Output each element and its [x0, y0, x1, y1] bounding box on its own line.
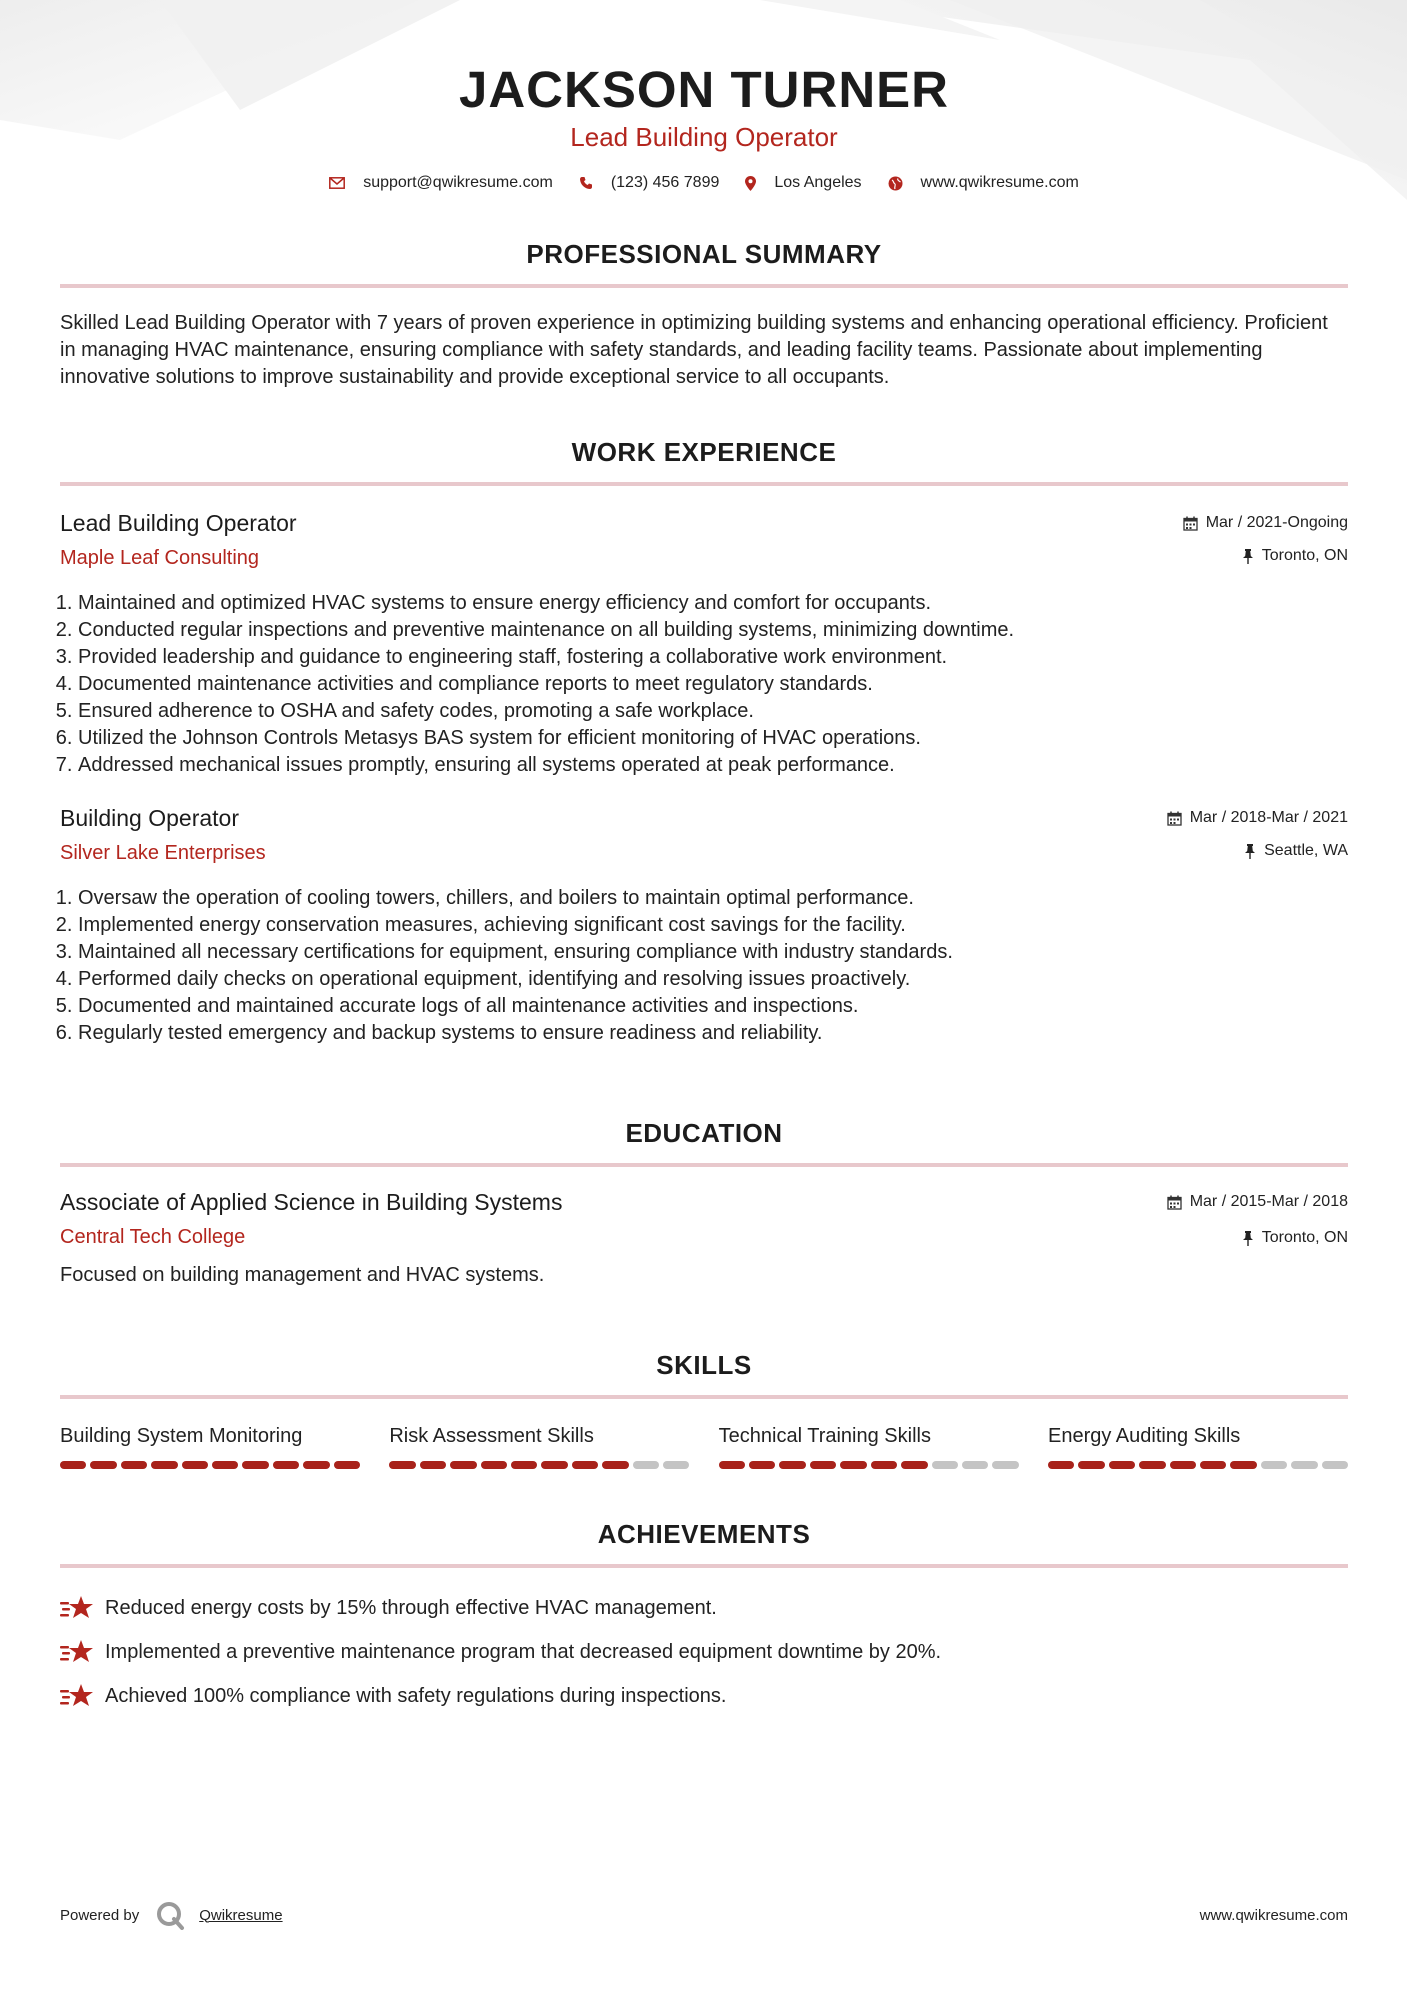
skill-level-segment	[810, 1461, 836, 1469]
skill-level-bar	[389, 1461, 689, 1469]
skill-item	[719, 1423, 1019, 1469]
shooting-star-icon	[60, 1681, 94, 1711]
contact-location-text: Los Angeles	[774, 174, 862, 191]
powered-by	[60, 1900, 283, 1930]
contact-email-text: support@qwikresume.com	[363, 174, 553, 191]
summary-text: Skilled Lead Building Operator with 7 years of proven experience in optimizing building systems and enhancing operational efficiency. Proficient in managing HVAC maintenance, ensuring compliance with safety standards, and leading facility teams. Passionate about implementing innovative solutions to improve sustainability and provide exceptional service to all occupants.	[60, 312, 1328, 388]
job-company: Silver Lake Enterprises	[60, 842, 266, 864]
skill-level-segment	[182, 1461, 208, 1469]
skills-heading: SKILLS	[656, 1350, 752, 1380]
list-item: 7. Addressed mechanical issues promptly, ensuring all systems operated at peak performance.	[78, 752, 1348, 779]
contact-location	[745, 174, 861, 192]
list-item: 4. Documented maintenance activities and compliance reports to meet regulatory standards.	[78, 671, 1348, 698]
pushpin-icon	[1242, 549, 1254, 564]
pushpin-icon	[1242, 1231, 1254, 1246]
skill-item	[60, 1423, 360, 1469]
achievement-text: Implemented a preventive maintenance program that decreased equipment downtime by 20%.	[105, 1640, 942, 1663]
job-location-text: Seattle, WA	[1264, 842, 1348, 859]
achievement-item	[60, 1586, 1348, 1630]
job-location-text: Toronto, ON	[1261, 547, 1348, 564]
skill-level-segment	[1200, 1461, 1226, 1469]
shooting-star-icon	[60, 1593, 94, 1623]
skill-level-segment	[749, 1461, 775, 1469]
skill-level-segment	[1291, 1461, 1317, 1469]
achievement-text: Achieved 100% compliance with safety regulations during inspections.	[105, 1684, 727, 1707]
skill-level-segment	[1322, 1461, 1348, 1469]
skill-name: Building System Monitoring	[60, 1425, 303, 1447]
calendar-icon	[1167, 811, 1182, 826]
skill-level-segment	[871, 1461, 897, 1469]
skill-level-segment	[1109, 1461, 1135, 1469]
contact-email[interactable]	[329, 174, 553, 192]
qwikresume-link[interactable]: Qwikresume	[199, 1906, 283, 1924]
skill-level-segment	[541, 1461, 567, 1469]
candidate-role: Lead Building Operator	[570, 122, 838, 152]
job-dates-text: Mar / 2018-Mar / 2021	[1189, 809, 1348, 826]
skill-level-segment	[334, 1461, 360, 1469]
education-location	[1167, 1227, 1348, 1249]
candidate-name: JACKSON TURNER	[458, 61, 950, 118]
skill-level-segment	[962, 1461, 988, 1469]
skill-level-segment	[151, 1461, 177, 1469]
list-item: 1. Maintained and optimized HVAC systems to ensure energy efficiency and comfort for occupants.	[78, 590, 1348, 617]
skill-name: Technical Training Skills	[718, 1425, 931, 1447]
education-section	[60, 1117, 1348, 1289]
list-item: 3. Maintained all necessary certifications for equipment, ensuring compliance with industry standards.	[78, 939, 1348, 966]
skill-level-segment	[1230, 1461, 1256, 1469]
job-title: Building Operator	[60, 805, 239, 831]
skill-level-segment	[602, 1461, 628, 1469]
skill-level-segment	[1139, 1461, 1165, 1469]
job-title: Lead Building Operator	[60, 510, 297, 536]
resume-page	[60, 0, 1348, 1707]
skill-level-bar	[1048, 1461, 1348, 1469]
skill-level-segment	[389, 1461, 415, 1469]
skill-level-segment	[572, 1461, 598, 1469]
skill-item	[389, 1423, 689, 1469]
footer-website[interactable]: www.qwikresume.com	[1199, 1906, 1348, 1924]
job-dates-text: Mar / 2021-Ongoing	[1205, 514, 1348, 531]
school-name: Central Tech College	[60, 1226, 246, 1248]
pushpin-icon	[1244, 844, 1256, 859]
contact-website[interactable]	[888, 174, 1079, 192]
summary-section	[60, 238, 1348, 391]
skill-level-segment	[121, 1461, 147, 1469]
job-meta	[1167, 807, 1348, 873]
skill-level-bar	[60, 1461, 360, 1469]
skill-level-segment	[633, 1461, 659, 1469]
list-item: 4. Performed daily checks on operational equipment, identifying and resolving issues proactively.	[78, 966, 1348, 993]
education-meta	[1167, 1191, 1348, 1260]
achievement-text: Reduced energy costs by 15% through effective HVAC management.	[105, 1596, 717, 1619]
skill-level-segment	[932, 1461, 958, 1469]
education-location-text: Toronto, ON	[1261, 1229, 1348, 1246]
calendar-icon	[1167, 1195, 1182, 1210]
job-dates	[1183, 512, 1348, 534]
contact-phone[interactable]	[579, 174, 720, 192]
skill-level-segment	[663, 1461, 689, 1469]
job-entry	[60, 508, 1348, 779]
section-divider	[60, 1395, 1348, 1399]
skill-level-segment	[719, 1461, 745, 1469]
contact-website-text: www.qwikresume.com	[920, 174, 1079, 191]
education-description: Focused on building management and HVAC systems.	[60, 1264, 545, 1286]
job-entry	[60, 803, 1348, 1047]
job-location	[1183, 545, 1348, 567]
skill-level-segment	[60, 1461, 86, 1469]
list-item: 2. Implemented energy conservation measures, achieving significant cost savings for the facility.	[78, 912, 1348, 939]
skill-level-segment	[212, 1461, 238, 1469]
education-entry	[60, 1187, 1348, 1289]
map-pin-icon	[745, 176, 756, 191]
skill-name: Risk Assessment Skills	[389, 1425, 594, 1447]
section-divider	[60, 1163, 1348, 1167]
list-item: 5. Documented and maintained accurate logs of all maintenance activities and inspections.	[78, 993, 1348, 1020]
skill-level-segment	[1078, 1461, 1104, 1469]
skill-level-segment	[992, 1461, 1018, 1469]
skill-level-segment	[1170, 1461, 1196, 1469]
skill-level-segment	[1261, 1461, 1287, 1469]
job-responsibilities	[60, 590, 1348, 779]
job-meta	[1183, 512, 1348, 578]
list-item: 5. Ensured adherence to OSHA and safety codes, promoting a safe workplace.	[78, 698, 1348, 725]
contact-bar	[60, 174, 1348, 192]
job-company: Maple Leaf Consulting	[60, 547, 260, 569]
achievements-section	[60, 1518, 1348, 1718]
education-dates	[1167, 1191, 1348, 1213]
skill-level-segment	[242, 1461, 268, 1469]
job-responsibilities	[60, 885, 1348, 1047]
skill-level-segment	[273, 1461, 299, 1469]
skills-list	[60, 1423, 1348, 1469]
shooting-star-icon	[60, 1637, 94, 1667]
skills-section	[60, 1349, 1348, 1469]
skill-level-segment	[779, 1461, 805, 1469]
skill-level-segment	[1048, 1461, 1074, 1469]
skill-level-segment	[450, 1461, 476, 1469]
skill-level-segment	[420, 1461, 446, 1469]
list-item: 2. Conducted regular inspections and preventive maintenance on all building systems, minimizing downtime.	[78, 617, 1348, 644]
calendar-icon	[1183, 516, 1198, 531]
list-item: 6. Regularly tested emergency and backup systems to ensure readiness and reliability.	[78, 1020, 1348, 1047]
resume-footer	[60, 1900, 1348, 1930]
education-heading: EDUCATION	[625, 1118, 783, 1148]
summary-heading: PROFESSIONAL SUMMARY	[526, 239, 882, 269]
skill-level-segment	[511, 1461, 537, 1469]
globe-icon	[888, 176, 903, 191]
education-dates-text: Mar / 2015-Mar / 2018	[1189, 1193, 1348, 1210]
job-location	[1167, 840, 1348, 862]
skill-item	[1048, 1423, 1348, 1469]
resume-header	[60, 0, 1348, 192]
experience-heading: WORK EXPERIENCE	[571, 437, 837, 467]
achievement-item	[60, 1630, 1348, 1674]
section-divider	[60, 482, 1348, 486]
skill-level-segment	[901, 1461, 927, 1469]
phone-icon	[579, 176, 593, 190]
achievements-heading: ACHIEVEMENTS	[597, 1519, 811, 1549]
envelope-icon	[329, 177, 345, 189]
achievements-list	[60, 1586, 1348, 1718]
degree-title: Associate of Applied Science in Building Systems	[60, 1189, 563, 1215]
contact-phone-text: (123) 456 7899	[610, 174, 720, 191]
skill-level-bar	[719, 1461, 1019, 1469]
skill-name: Energy Auditing Skills	[1047, 1425, 1241, 1447]
skill-level-segment	[840, 1461, 866, 1469]
achievement-item	[60, 1674, 1348, 1718]
powered-by-label: Powered by	[60, 1906, 140, 1924]
skill-level-segment	[481, 1461, 507, 1469]
skill-level-segment	[90, 1461, 116, 1469]
list-item: 1. Oversaw the operation of cooling towers, chillers, and boilers to maintain optimal performance.	[78, 885, 1348, 912]
section-divider	[60, 284, 1348, 288]
job-dates	[1167, 807, 1348, 829]
experience-section	[60, 436, 1348, 1047]
list-item: 3. Provided leadership and guidance to engineering staff, fostering a collaborative work environment.	[78, 644, 1348, 671]
section-divider	[60, 1564, 1348, 1568]
qwikresume-logo-icon	[155, 1900, 185, 1930]
list-item: 6. Utilized the Johnson Controls Metasys BAS system for efficient monitoring of HVAC operations.	[78, 725, 1348, 752]
skill-level-segment	[303, 1461, 329, 1469]
